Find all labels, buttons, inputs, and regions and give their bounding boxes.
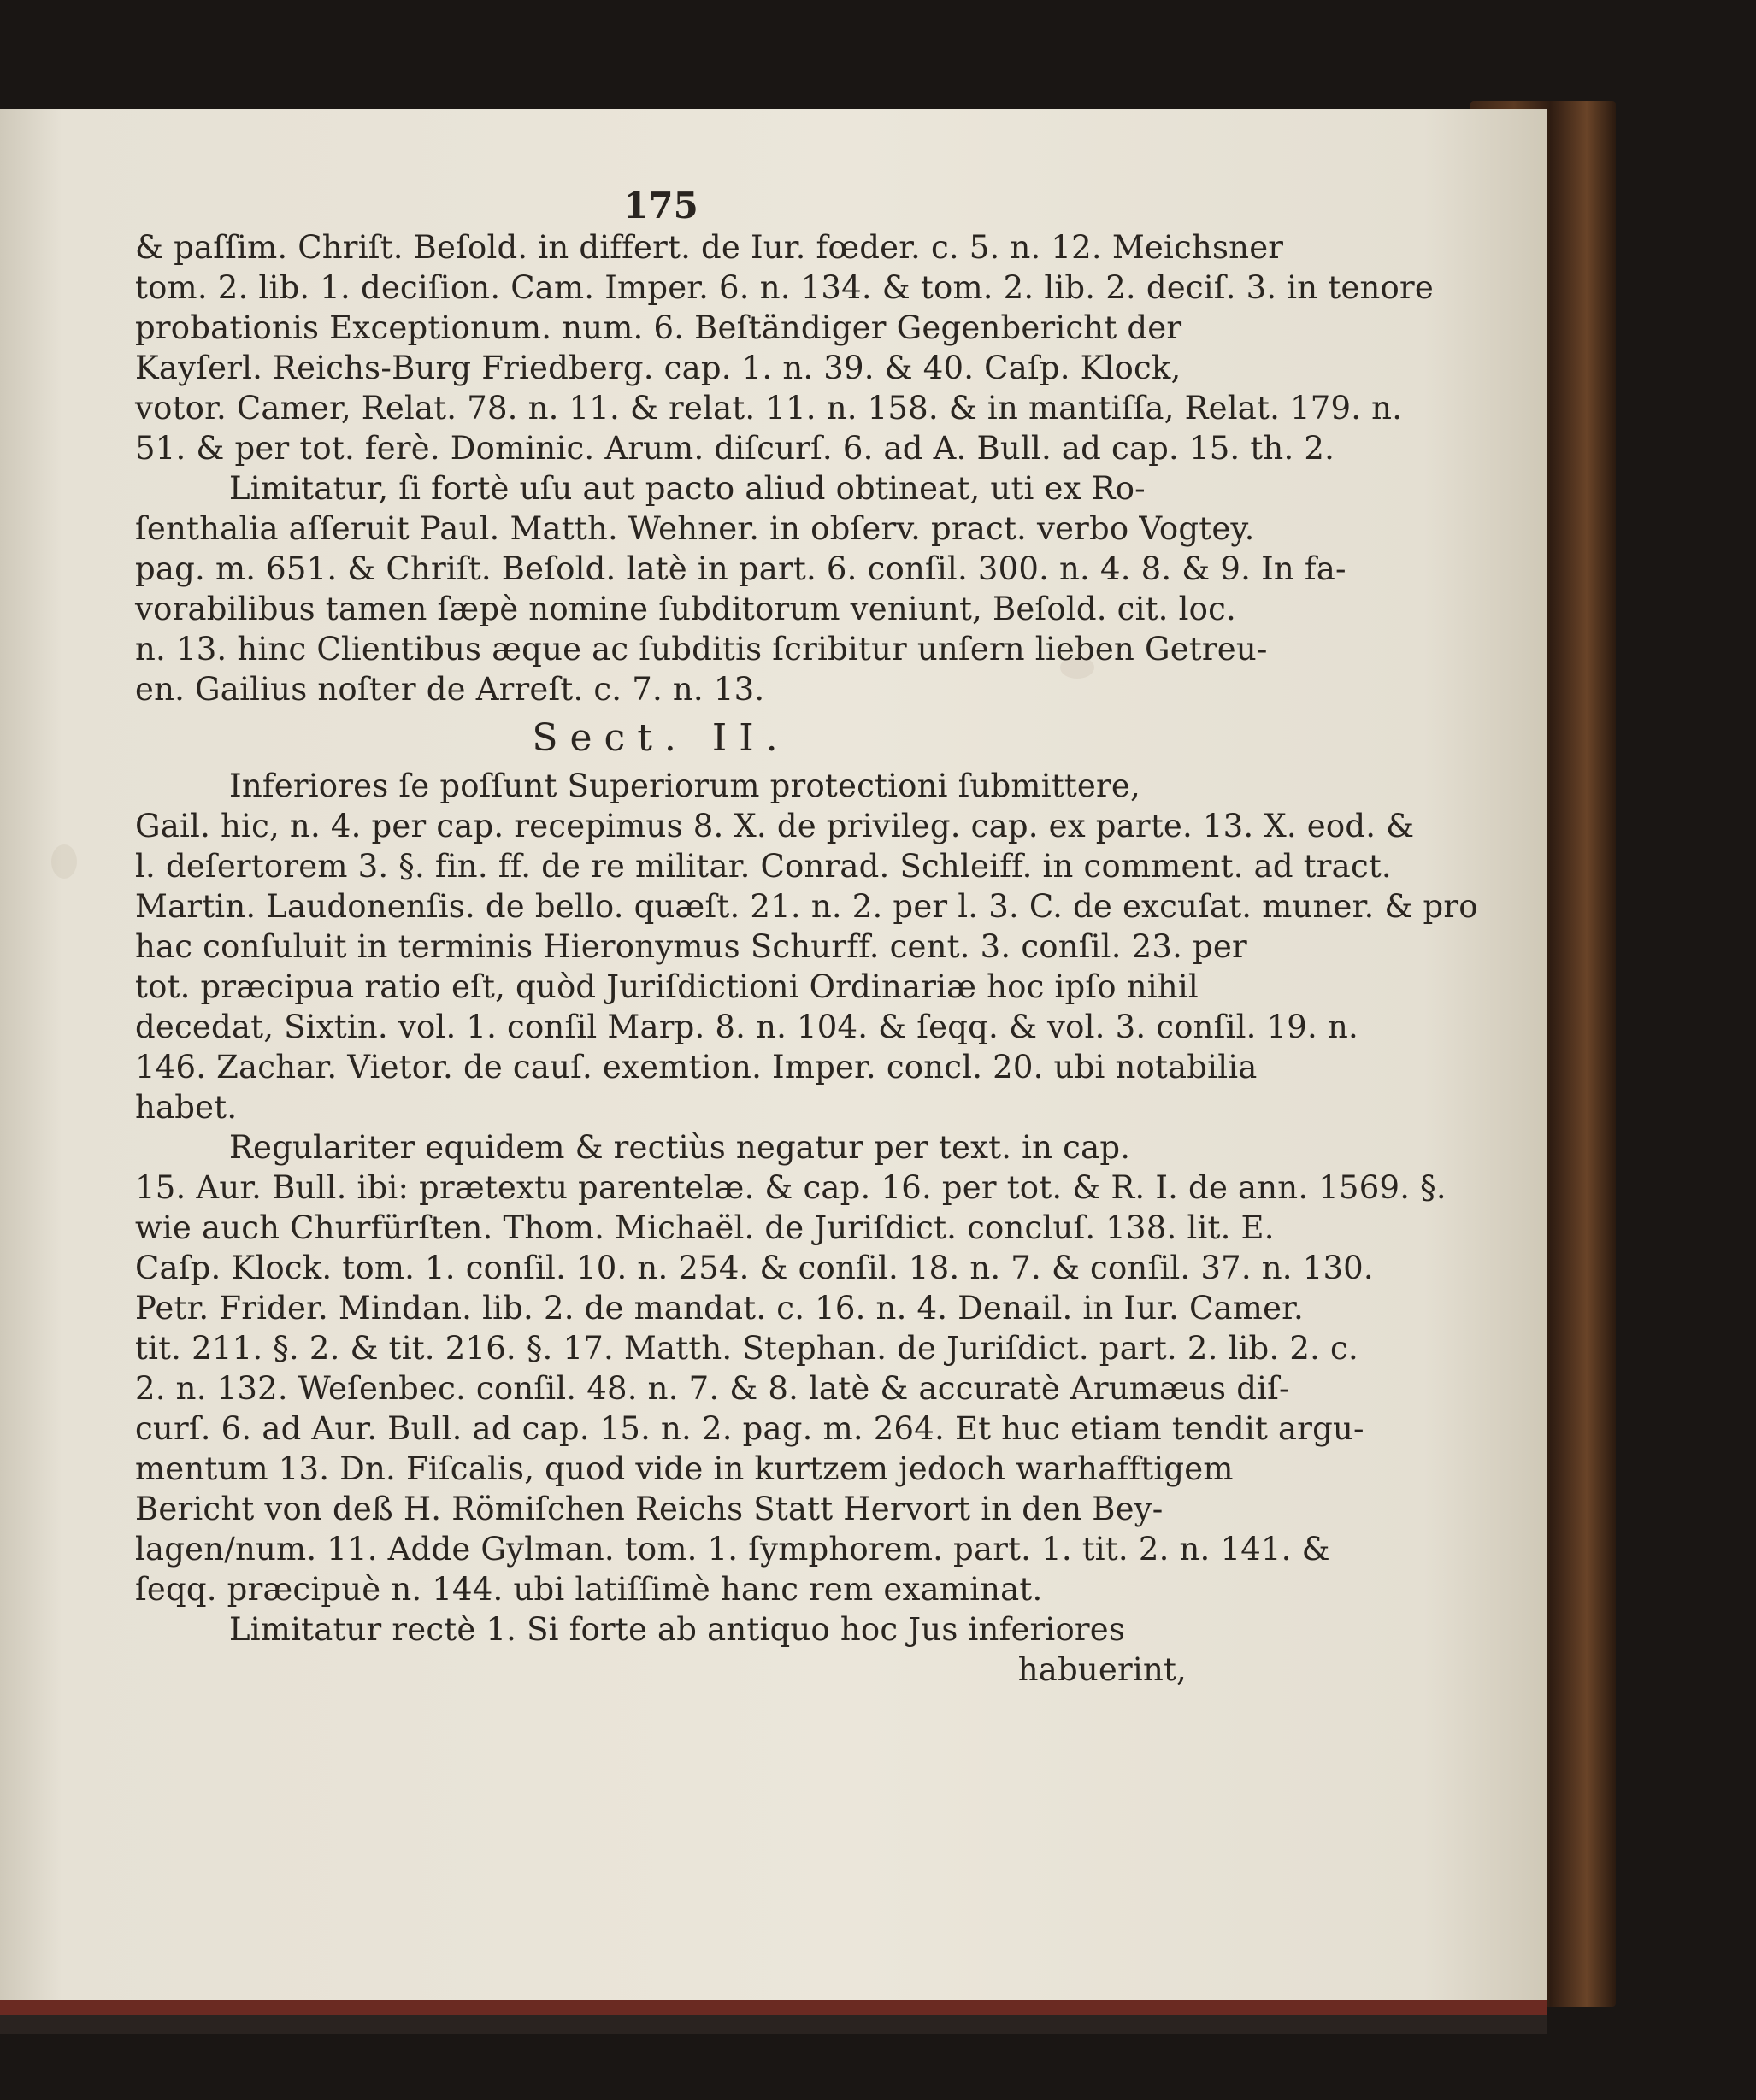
text-line: Inferiores ſe poſſunt Superiorum protectioni ſubmittere, — [229, 768, 1140, 804]
text-line: Caſp. Klock. tom. 1. conſil. 10. n. 254. & conſil. 18. n. 7. & conſil. 37. n. 130. — [135, 1250, 1374, 1286]
section-heading: Sect. II. — [532, 716, 790, 760]
text-line: hac conſuluit in terminis Hieronymus Schurff. cent. 3. conſil. 23. per — [135, 928, 1247, 965]
text-block — [135, 185, 1478, 1690]
catchword: habuerint, — [1017, 1651, 1187, 1688]
text-line: n. 13. hinc Clientibus æque ac ſubditis ſcribitur unſern lieben Getreu- — [135, 631, 1268, 668]
page-number: 175 — [623, 185, 698, 226]
text-line: probationis Exceptionum. num. 6. Beſtändiger Gegenbericht der — [135, 309, 1182, 346]
text-line: tot. præcipua ratio eſt, quòd Juriſdictioni Ordinariæ hoc ipſo nihil — [135, 968, 1199, 1005]
text-line: & paſſim. Chriſt. Beſold. in differt. de Iur. fœder. c. 5. n. 12. Meichsner — [135, 229, 1284, 266]
text-line: ſeqq. præcipuè n. 144. ubi latiſſimè hanc rem examinat. — [135, 1571, 1043, 1608]
text-line: 15. Aur. Bull. ibi: prætextu parentelæ. & cap. 16. per tot. & R. I. de ann. 1569. §. — [135, 1169, 1447, 1206]
text-line: votor. Camer, Relat. 78. n. 11. & relat. 11. n. 158. & in mantiſſa, Relat. 179. n. — [135, 390, 1403, 426]
text-line: ſenthalia aſſeruit Paul. Matth. Wehner. in obſerv. pract. verbo Vogtey. — [135, 510, 1255, 547]
text-line: wie auch Churfürſten. Thom. Michaël. de Juriſdict. concluſ. 138. lit. E. — [135, 1209, 1275, 1246]
paper-spot — [51, 844, 77, 879]
text-line: 2. n. 132. Weſenbec. conſil. 48. n. 7. & 8. latè & accuratè Arumæus diſ- — [135, 1370, 1290, 1407]
text-line: vorabilibus tamen ſæpè nomine ſubditorum veniunt, Beſold. cit. loc. — [135, 591, 1236, 627]
text-line: pag. m. 651. & Chriſt. Beſold. latè in part. 6. conſil. 300. n. 4. 8. & 9. In fa- — [135, 550, 1346, 587]
text-line: Petr. Frider. Mindan. lib. 2. de mandat. c. 16. n. 4. Denail. in Iur. Camer. — [135, 1290, 1304, 1326]
text-line: Limitatur rectè 1. Si forte ab antiquo hoc Jus inferiores — [229, 1611, 1126, 1648]
text-line: tit. 211. §. 2. & tit. 216. §. 17. Matth. Stephan. de Juriſdict. part. 2. lib. 2. c. — [135, 1330, 1358, 1367]
text-line: Kayſerl. Reichs-Burg Friedberg. cap. 1. n. 39. & 40. Caſp. Klock, — [135, 350, 1181, 386]
text-line: tom. 2. lib. 1. deciſion. Cam. Imper. 6. n. 134. & tom. 2. lib. 2. deciſ. 3. in tenore — [135, 269, 1434, 306]
text-line: en. Gailius noſter de Arreſt. c. 7. n. 13. — [135, 671, 765, 708]
text-line: Bericht von deß H. Römiſchen Reichs Statt Hervort in den Bey- — [135, 1491, 1164, 1527]
text-line: curſ. 6. ad Aur. Bull. ad cap. 15. n. 2. pag. m. 264. Et huc etiam tendit argu- — [135, 1410, 1364, 1447]
book-page — [0, 109, 1547, 2015]
text-line: l. deſertorem 3. §. fin. ff. de re militar. Conrad. Schleiff. in comment. ad tract. — [135, 848, 1392, 885]
text-line: lagen/num. 11. Adde Gylman. tom. 1. ſymphorem. part. 1. tit. 2. n. 141. & — [135, 1531, 1330, 1568]
text-line: Gail. hic, n. 4. per cap. recepimus 8. X. de privileg. cap. ex parte. 13. X. eod. & — [135, 808, 1415, 844]
text-line: decedat, Sixtin. vol. 1. conſil Marp. 8. n. 104. & ſeqq. & vol. 3. conſil. 19. n. — [135, 1009, 1358, 1045]
text-line: Limitatur, ſi fortè uſu aut pacto aliud obtineat, uti ex Ro- — [229, 470, 1146, 507]
text-line: Regulariter equidem & rectiùs negatur per text. in cap. — [229, 1129, 1131, 1166]
text-line: Martin. Laudonenſis. de bello. quæſt. 21. n. 2. per l. 3. C. de excuſat. muner. & pro — [135, 888, 1478, 925]
text-line: 51. & per tot. ferè. Dominic. Arum. diſcurſ. 6. ad A. Bull. ad cap. 15. th. 2. — [135, 430, 1335, 467]
text-line: habet. — [135, 1089, 238, 1126]
text-line: 146. Zachar. Vietor. de cauſ. exemtion. Imper. concl. 20. ubi notabilia — [135, 1049, 1258, 1085]
text-line: mentum 13. Dn. Fiſcalis, quod vide in kurtzem jedoch warhafftigem — [135, 1450, 1234, 1487]
